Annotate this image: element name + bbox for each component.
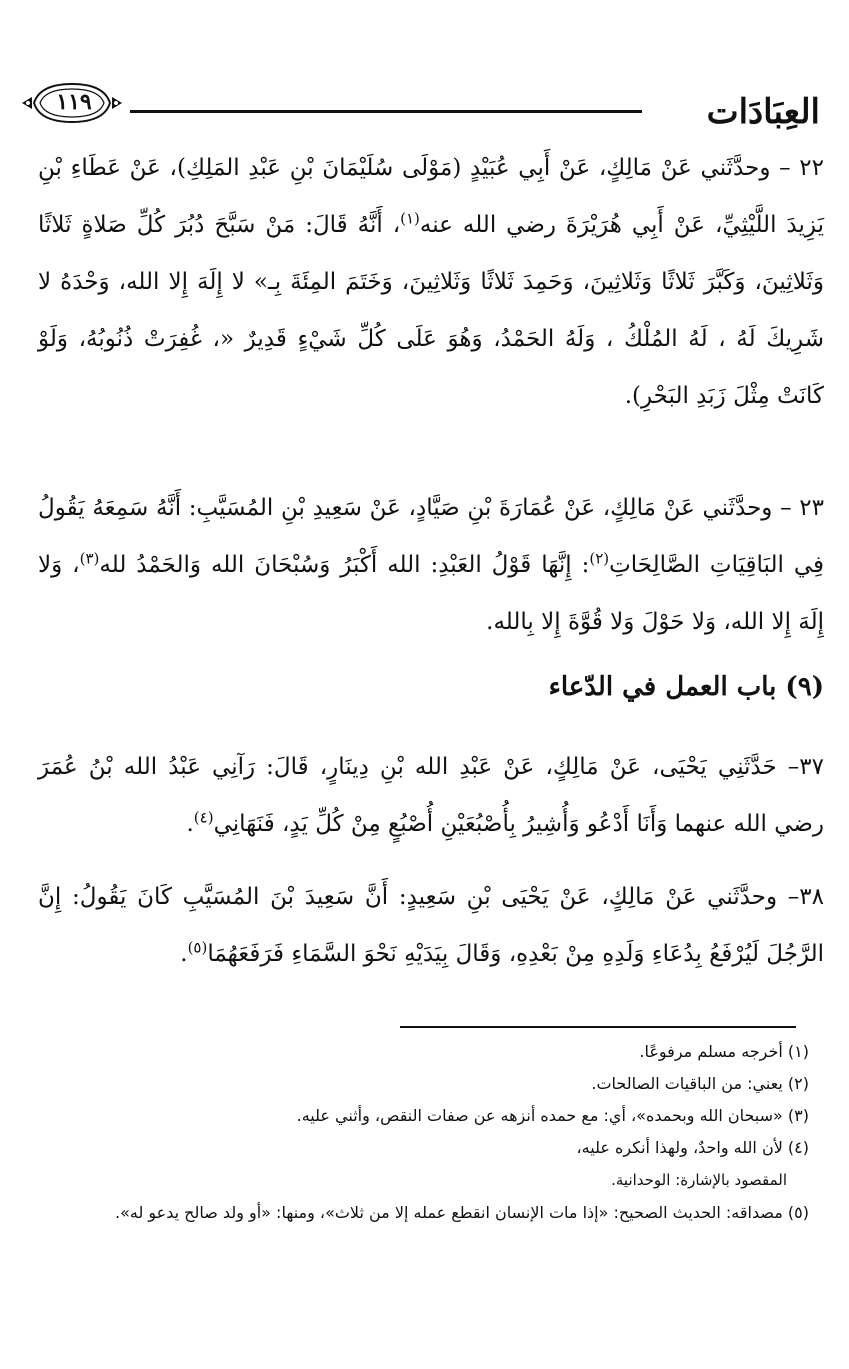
running-header [20,78,820,138]
page-title: العِبَادَات [706,92,820,132]
footnote-4-continued: المقصود بالإشارة: الوحدانية. [611,1171,787,1189]
footnote-4: (٤) لأن الله واحدٌ، ولهذا أنكره عليه، [576,1138,809,1157]
footnote-2: (٢) يعني: من الباقيات الصالحات. [591,1074,809,1093]
hadith-23: ٢٣ – وحدَّثَني عَنْ مَالِكٍ، عَنْ عُمَارَةَ بْنِ صَيَّادٍ، عَنْ سَعِيدِ بْنِ المُسَيَّبِ: أَنَّهُ سَمِعَهُ يَقُولُ فِي البَاقِيَاتِ الصَّالِحَاتِ$^{(٢)}$: إِنَّهَا قَوْلُ العَبْدِ: الله أَكْبَرُ وَسُبْحَانَ الله وَالحَمْدُ لله$^{(٣)}$، وَلا إِلَهَ إِلا الله، وَلا حَوْلَ وَلا قُوَّةَ إِلا بِالله. [38,495,824,635]
main-text [38,140,824,983]
footnote-divider [400,1026,796,1028]
footnote-ref-2: (٢) [589,549,610,568]
footnote-3: (٣) «سبحان الله وبحمده»، أي: مع حمده أنزهه عن صفات النقص، وأثني عليه. [296,1106,809,1125]
footnote-ref-1: (١) [400,209,420,228]
header-rule [130,110,642,113]
hadith-38: ٣٨– وحدَّثَني عَنْ مَالِكٍ، عَنْ يَحْيَى بْنِ سَعِيدٍ: أَنَّ سَعِيدَ بْنَ المُسَيَّبِ كَانَ يَقُولُ: إِنَّ الرَّجُلَ لَيُرْفَعُ بِدُعَاءِ وَلَدِهِ مِنْ بَعْدِهِ، وَقَالَ بِيَدَيْهِ نَحْوَ السَّمَاءِ فَرَفَعَهُمَا$^{(٥)}$. [38,884,824,967]
section-heading: (٩) باب العمل في الدّعاء [548,672,824,702]
page-number: ١١٩ [56,89,92,115]
hadith-22: ٢٢ – وحدَّثَني عَنْ مَالِكٍ، عَنْ أَبِي عُبَيْدٍ (مَوْلَى سُلَيْمَانَ بْنِ عَبْدِ المَلِكِ)، عَنْ عَطَاءِ بْنِ يَزِيدَ اللَّيْثِيِّ، عَنْ أَبِي هُرَيْرَةَ رضي الله عنه$^{(١)}$، أَنَّهُ قَالَ: مَنْ سَبَّحَ دُبُرَ كُلِّ صَلاةٍ ثَلاثًا وَثَلاثِينَ، وَكَبَّرَ ثَلاثًا وَثَلاثِينَ، وَحَمِدَ ثَلاثًا وَثَلاثِينَ، وَخَتَمَ المِئَةَ بِـ» لا إِلَهَ إِلا الله، وَحْدَهُ لا شَرِيكَ لَهُ ، لَهُ المُلْكُ ، وَلَهُ الحَمْدُ، وَهُوَ عَلَى كُلِّ شَيْءٍ قَدِيرٌ «، غُفِرَتْ ذُنُوبُهُ، وَلَوْ كَانَتْ مِثْلَ زَبَدِ البَحْرِ). [38,155,824,409]
footnote-1: (١) أخرجه مسلم مرفوعًا. [639,1042,809,1061]
page-number-badge [20,78,124,128]
hadith-37: ٣٧– حَدَّثَنِي يَحْيَى، عَنْ مَالِكٍ، عَنْ عَبْدِ الله بْنِ دِينَارٍ، قَالَ: رَآنِي عَبْدُ الله بْنُ عُمَرَ رضي الله عنهما وَأَنَا أَدْعُو وَأُشِيرُ بِأُصْبُعَيْنِ أُصْبُعٍ مِنْ كُلِّ يَدٍ، فَنَهَانِي$^{(٤)}$. [38,754,824,837]
footnotes [38,1036,809,1230]
footnote-ref-3: (٣) [79,549,100,568]
footnote-5: (٥) مصداقه: الحديث الصحيح: «إذا مات الإنسان انقطع عمله إلا من ثلاث»، ومنها: «أو ولد صالح يدعو له». [115,1203,809,1222]
footnote-ref-5: (٥) [187,938,208,957]
footnote-ref-4: (٤) [193,808,214,827]
